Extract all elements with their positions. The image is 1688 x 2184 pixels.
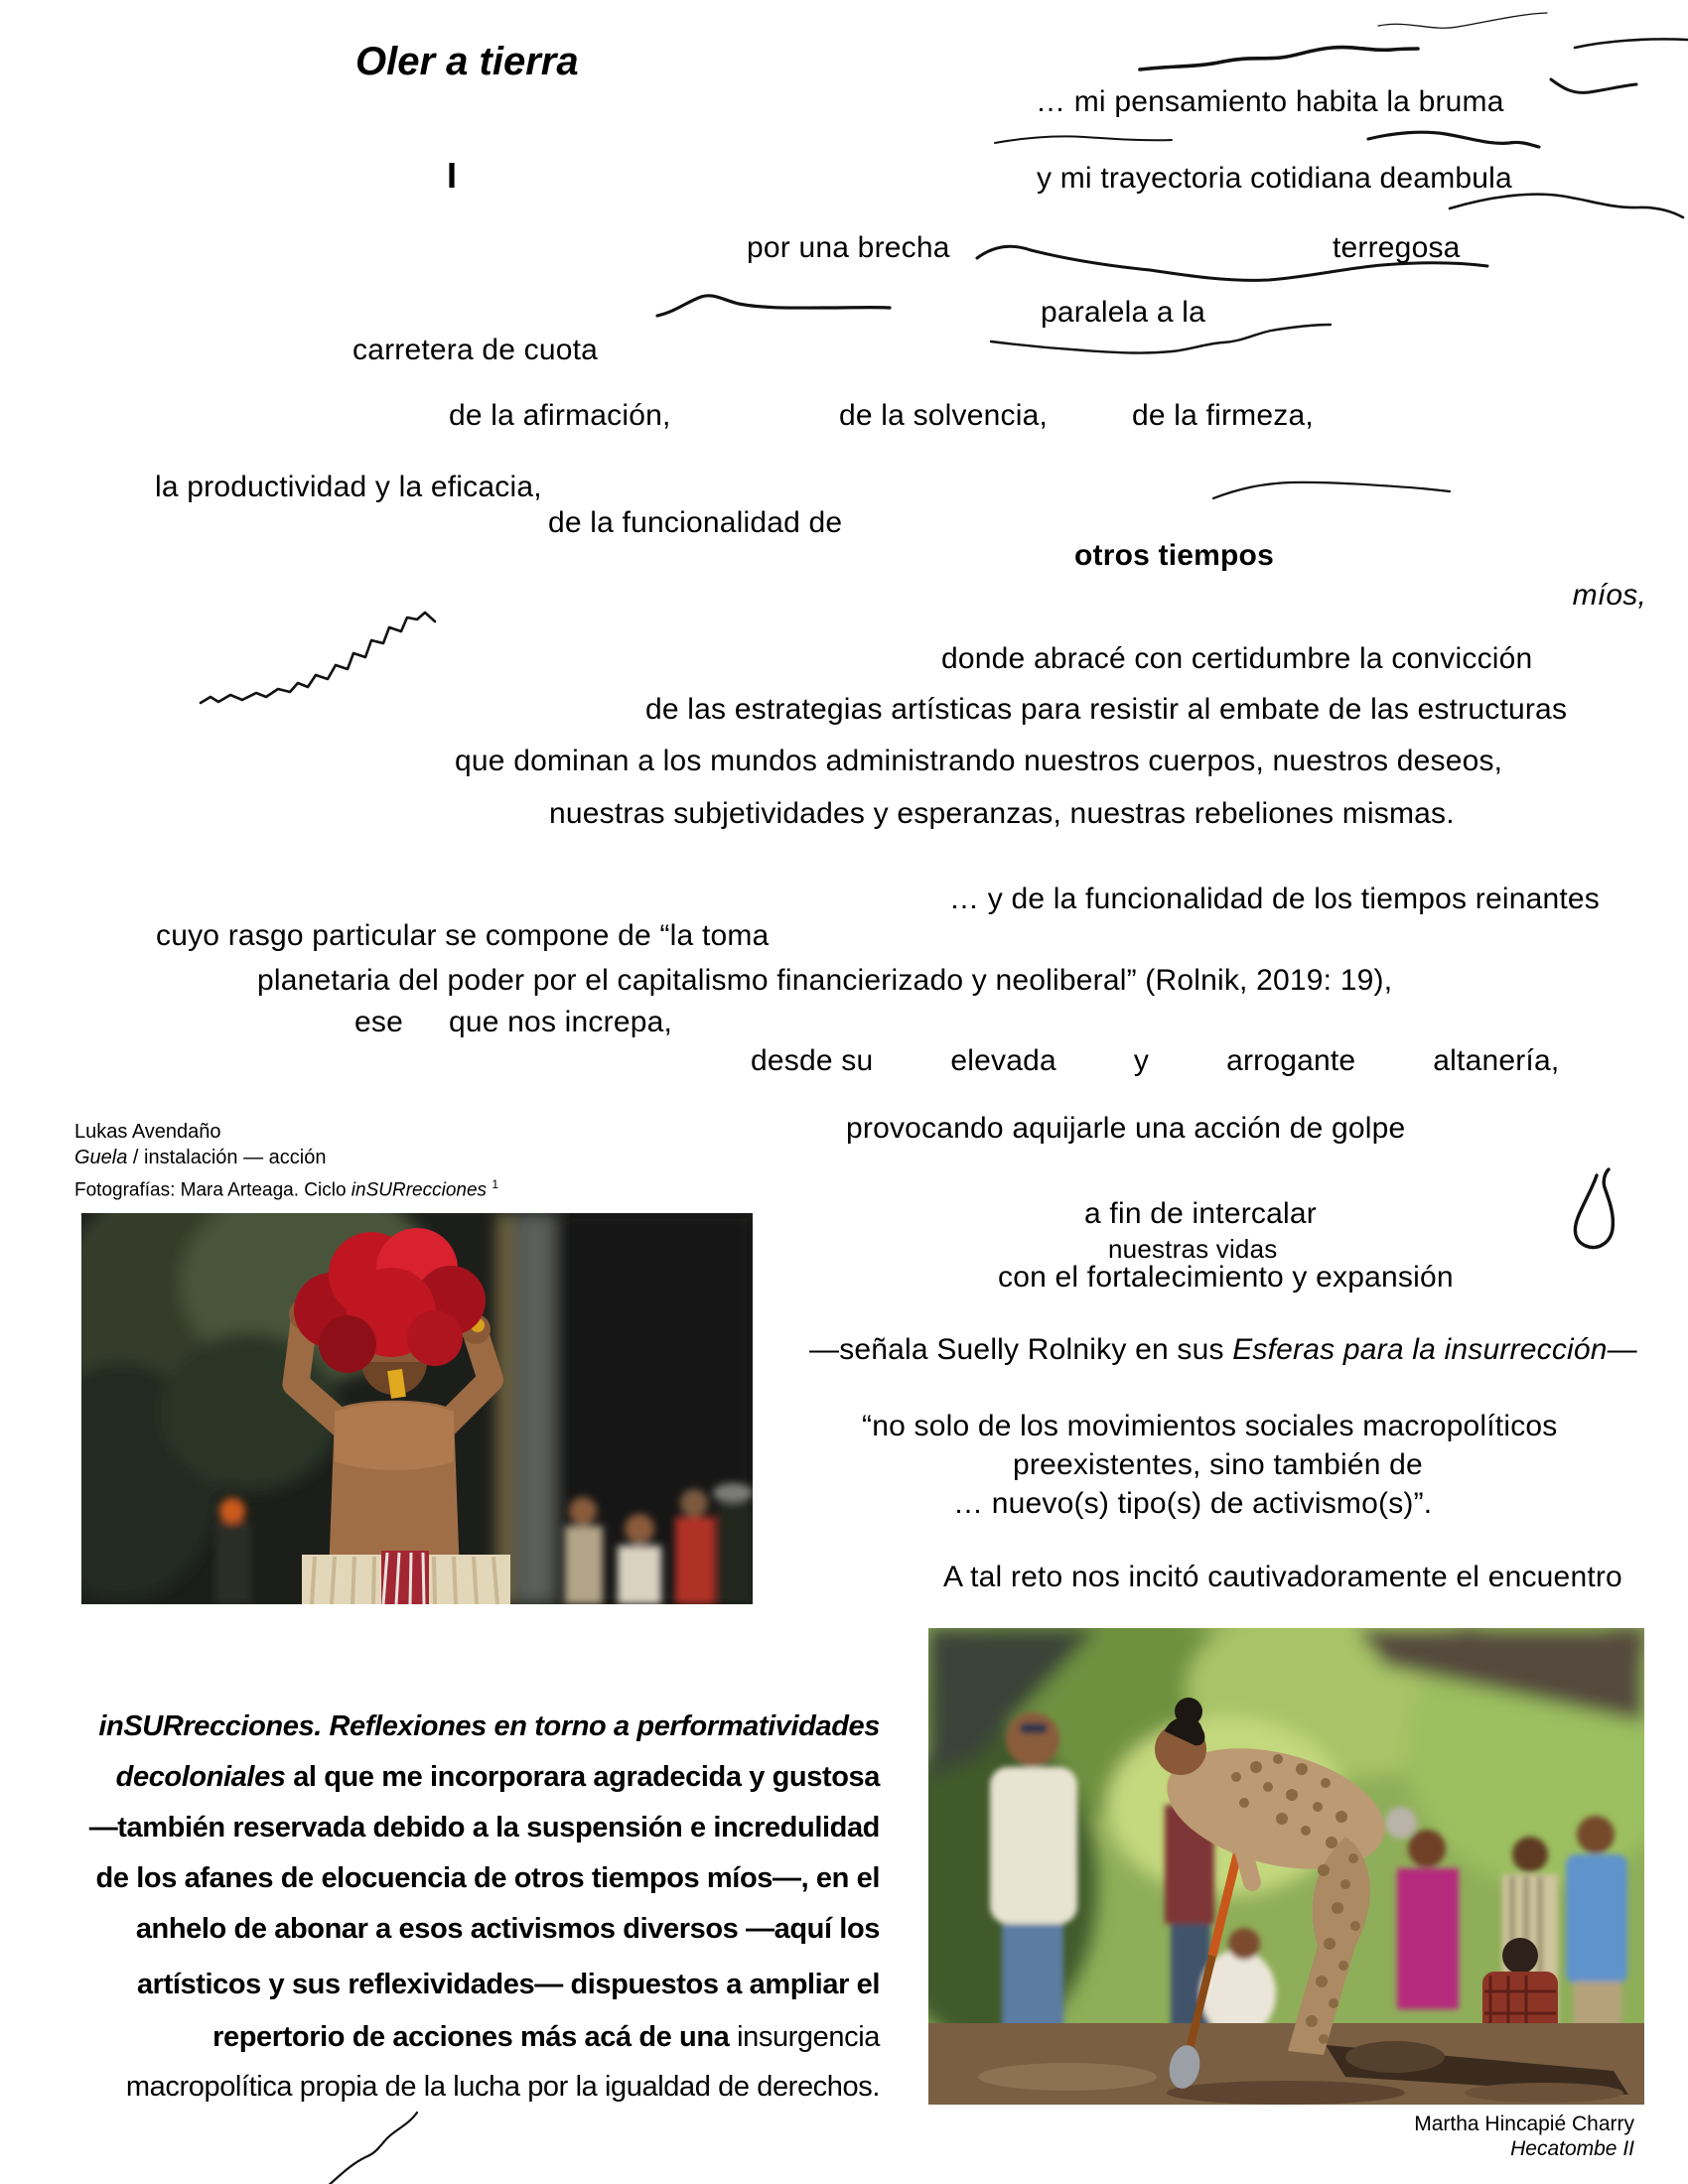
paragraph-line-5: anhelo de abonar a esos activismos diversos —aquí los xyxy=(135,1913,880,1945)
verse-desde-w2: elevada xyxy=(950,1044,1056,1077)
scribble-right-mid xyxy=(1213,482,1450,498)
scribble-above-carretera xyxy=(657,296,890,316)
fringe-skirt xyxy=(302,1551,510,1604)
scribble-under-bruma-right xyxy=(1368,132,1539,147)
verse-planetaria: planetaria del poder por el capitalismo financierizado y neoliberal” (Rolnik, 2019: 19), xyxy=(257,964,1393,997)
paragraph-line-7-bold: repertorio de acciones más acá de una xyxy=(212,2021,738,2053)
verse-terregosa: terregosa xyxy=(1333,231,1461,264)
paragraph-line-7-regular: insurgencia xyxy=(737,2021,880,2053)
verse-deambula: y mi trayectoria cotidiana deambula xyxy=(1037,162,1512,195)
verse-senala-pre: —señala Suelly Rolniky en sus xyxy=(809,1333,1233,1366)
verse-ese-word: ese xyxy=(354,1006,403,1038)
soil-foreground xyxy=(928,2023,1644,2105)
verse-preexistentes: preexistentes, sino también de xyxy=(1013,1448,1423,1481)
verse-desde-w4: arrogante xyxy=(1226,1044,1356,1077)
paragraph-line-2-italic: decoloniales xyxy=(115,1761,286,1793)
verse-firmeza: de la firmeza, xyxy=(1132,399,1314,432)
verse-paralela: paralela a la xyxy=(1041,296,1206,329)
photo-martha-hincapie xyxy=(928,1628,1644,2105)
paragraph-line-1: inSURrecciones. Reflexiones en torno a performatividades xyxy=(98,1710,880,1742)
paragraph-line-6: artísticos y sus reflexividades— dispuestos a ampliar el xyxy=(136,1969,880,2000)
verse-solvencia: de la solvencia, xyxy=(839,399,1048,432)
verse-ese xyxy=(354,1005,672,1040)
scribble-under-deambula xyxy=(1450,195,1683,217)
verse-senala xyxy=(809,1332,1637,1368)
caption-left-credit-cycle: inSURrecciones xyxy=(351,1179,488,1201)
verse-desde-w3: y xyxy=(1133,1044,1150,1077)
paragraph-line-4: de los afanes de elocuencia de otros tiempos míos—, en el xyxy=(95,1862,880,1894)
verse-desde xyxy=(751,1043,1559,1079)
verse-senala-title: Esferas para la insurrección xyxy=(1232,1333,1608,1366)
verse-senala-dash: — xyxy=(1607,1333,1637,1366)
verse-nuevos: … nuevo(s) tipo(s) de activismo(s)”. xyxy=(953,1487,1433,1520)
verse-provocando: provocando aquijarle una acción de golpe xyxy=(846,1112,1406,1145)
verse-dominan: que dominan a los mundos administrando nuestros cuerpos, nuestros deseos, xyxy=(455,745,1503,777)
verse-bruma: … mi pensamiento habita la bruma xyxy=(1036,85,1504,118)
verse-otros-tiempos: otros tiempos xyxy=(1074,539,1274,572)
section-numeral: I xyxy=(447,155,458,196)
verse-carretera: carretera de cuota xyxy=(352,334,599,366)
verse-donde: donde abracé con certidumbre la convicción xyxy=(941,642,1533,675)
scribble-above-bruma xyxy=(1140,48,1418,69)
verse-fortalecimiento: con el fortalecimiento y expansión xyxy=(998,1261,1454,1294)
verse-atalreto: A tal reto nos incitó cautivadoramente el encuentro xyxy=(943,1561,1622,1593)
caption-left-work-rest: / instalación — acción xyxy=(127,1147,327,1168)
verse-mios: míos, xyxy=(1572,579,1646,612)
caption-left-work-title: Guela xyxy=(74,1147,128,1168)
verse-estrategias: de las estrategias artísticas para resistir al embate de las estructuras xyxy=(645,693,1568,726)
verse-afin: a fin de intercalar xyxy=(1084,1197,1317,1230)
caption-left-credit xyxy=(74,1172,498,1202)
verse-brecha: por una brecha xyxy=(747,231,950,264)
verse-desde-w1: desde su xyxy=(751,1044,874,1077)
caption-right-work: Hecatombe II xyxy=(1510,2137,1634,2160)
verse-productividad: la productividad y la eficacia, xyxy=(155,471,542,503)
paragraph-line-8: macropolítica propia de la lucha por la igualdad de derechos. xyxy=(125,2071,880,2103)
page-title: Oler a tierra xyxy=(355,40,579,83)
verse-cuyo: cuyo rasgo particular se compone de “la toma xyxy=(156,919,770,952)
scribble-thin-top xyxy=(1378,13,1547,28)
footnote-marker: 1 xyxy=(492,1177,498,1191)
paragraph-line-7 xyxy=(212,2021,880,2054)
photo-lukas-avendano xyxy=(81,1213,753,1604)
verse-vidas: nuestras vidas xyxy=(1108,1234,1278,1264)
caption-left-credit-pre: Fotografías: Mara Arteaga. Ciclo xyxy=(74,1179,352,1201)
teardrop-icon xyxy=(1575,1169,1613,1247)
scribble-check-right xyxy=(1551,79,1636,92)
paragraph-line-2-rest: al que me incorporara agradecida y gustosa xyxy=(285,1761,880,1793)
scribble-bottom-flourish xyxy=(327,2113,417,2184)
paragraph-line-2 xyxy=(116,1761,880,1794)
verse-nosolo: “no solo de los movimientos sociales macropolíticos xyxy=(862,1410,1558,1442)
verse-desde-w5: altanería, xyxy=(1433,1044,1560,1077)
scribble-mountain xyxy=(201,613,435,703)
caption-right-artist: Martha Hincapié Charry xyxy=(1414,2113,1634,2135)
verse-afirmacion: de la afirmación, xyxy=(449,399,671,432)
verse-increpa: que nos increpa, xyxy=(448,1006,673,1038)
caption-left-artist: Lukas Avendaño xyxy=(74,1121,221,1143)
verse-reinantes: … y de la funcionalidad de los tiempos reinantes xyxy=(949,883,1600,915)
scribble-under-bruma-left xyxy=(995,136,1172,143)
caption-left-work xyxy=(74,1146,326,1169)
verse-funcionalidad: de la funcionalidad de xyxy=(548,506,843,539)
verse-subjetividades: nuestras subjetividades y esperanzas, nuestras rebeliones mismas. xyxy=(549,797,1455,830)
paragraph-line-3: —también reservada debido a la suspensión e incredulidad xyxy=(88,1812,880,1843)
scribble-top-right-edge xyxy=(1575,39,1688,48)
